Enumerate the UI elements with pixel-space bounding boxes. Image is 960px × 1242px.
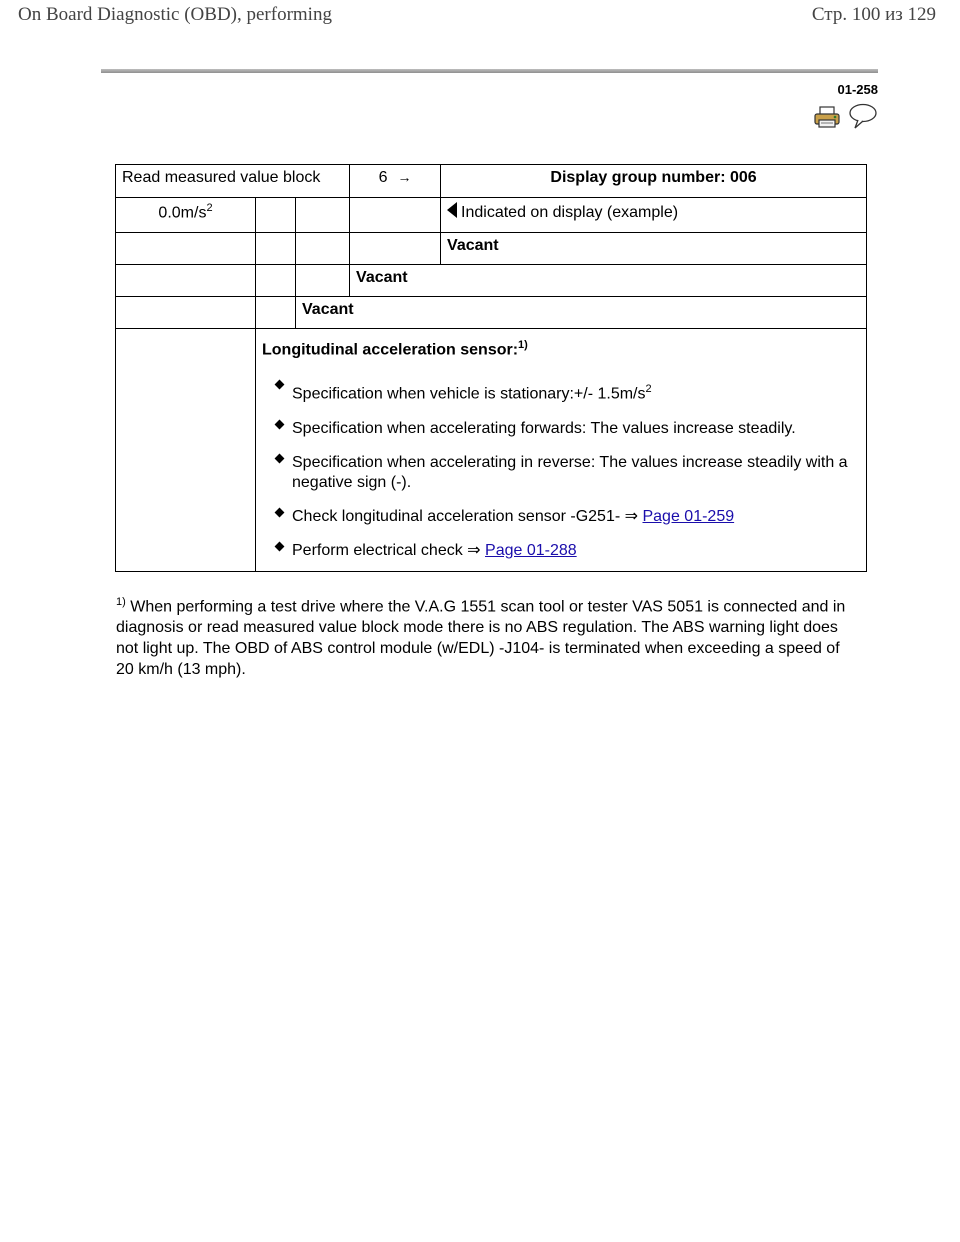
arrow-right-icon: → [397, 169, 412, 185]
document-title: On Board Diagnostic (OBD), performing [18, 4, 332, 25]
display-value-exponent: 2 [206, 202, 213, 214]
empty-cell [296, 265, 350, 297]
table-row [116, 233, 867, 265]
bullet-diamond-icon [275, 541, 285, 551]
vacant-field-4: Vacant [441, 233, 867, 265]
page-01-259-link[interactable]: Page 01-259 [642, 507, 735, 525]
table-row [116, 297, 867, 329]
empty-cell [116, 297, 256, 329]
spec-text: Specification when accelerating forwards: The values increase steadily. [292, 419, 796, 437]
sensor-title-text: Longitudinal acceleration sensor: [262, 341, 519, 359]
empty-cell [256, 297, 296, 329]
page-indicator: Стр. 100 из 129 [811, 4, 936, 25]
display-note-cell [441, 198, 867, 233]
measured-value-table [115, 164, 867, 572]
list-item [274, 419, 852, 439]
display-note: Indicated on display (example) [461, 204, 679, 221]
empty-cell [350, 233, 441, 265]
print-icon[interactable] [814, 106, 840, 128]
vacant-field-3: Vacant [350, 265, 867, 297]
empty-cell [116, 329, 256, 572]
group-number: 6 [378, 169, 388, 186]
display-value: 0.0m/s [158, 204, 207, 222]
table-row [116, 265, 867, 297]
list-item [274, 379, 852, 404]
spec-text: Perform electrical check ⇒ [292, 541, 486, 559]
empty-cell [296, 198, 350, 233]
page-01-288-link[interactable]: Page 01-288 [485, 541, 577, 559]
display-value-cell [116, 198, 256, 233]
empty-cell [256, 265, 296, 297]
group-number-cell [350, 165, 441, 198]
empty-cell [116, 233, 256, 265]
list-item [274, 541, 852, 561]
empty-cell [116, 265, 256, 297]
bullet-diamond-icon [275, 507, 285, 517]
sensor-spec-cell [256, 329, 867, 572]
spec-list [262, 379, 860, 560]
bullet-diamond-icon [275, 453, 285, 463]
table-row [116, 165, 867, 198]
spec-text: Specification when vehicle is stationary:+/- 1.5m/s [292, 385, 646, 403]
read-block-label: Read measured value block [116, 165, 350, 198]
footnote-ref: 1) [518, 339, 528, 351]
display-group-title: Display group number: 006 [441, 165, 867, 198]
empty-cell [256, 233, 296, 265]
header-rule [101, 69, 878, 73]
comment-bubble-icon[interactable] [848, 103, 878, 129]
footnote-text: When performing a test drive where the V.A.G 1551 scan tool or tester VAS 5051 is connected and in diagnosis or read measured value block mode there is no ABS regulation. The ABS warning light does not light up. The OBD of ABS control module (w/EDL) -J104- is terminated when exceeding a speed of 20 km/h (13 mph). [116, 598, 846, 679]
list-item [274, 453, 852, 493]
spec-exponent: 2 [645, 383, 652, 396]
sensor-title [262, 339, 860, 359]
bullet-diamond-icon [275, 419, 285, 429]
vacant-field-2: Vacant [296, 297, 867, 329]
spec-text: Specification when accelerating in reverse: The values increase steadily with a negative sign (-). [292, 453, 848, 491]
empty-cell [256, 198, 296, 233]
spec-text: Check longitudinal acceleration sensor -G251- ⇒ [292, 507, 643, 525]
table-row [116, 329, 867, 572]
empty-cell [296, 233, 350, 265]
list-item [274, 507, 852, 527]
footnote [116, 592, 856, 680]
footnote-marker: 1) [116, 596, 126, 608]
triangle-left-icon [447, 202, 457, 218]
page-code: 01-258 [837, 82, 878, 97]
bullet-diamond-icon [275, 380, 285, 390]
table-row [116, 198, 867, 233]
empty-cell [350, 198, 441, 233]
